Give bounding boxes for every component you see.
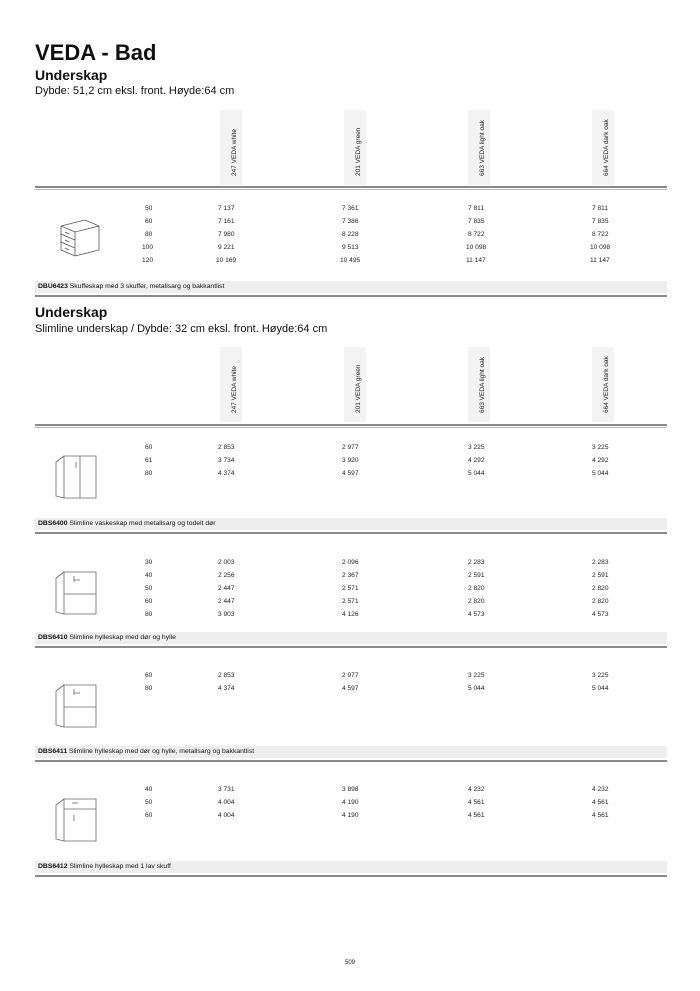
column-header-dark-oak: 664 VEDA dark oak [592, 347, 614, 422]
product-description: Slimline vaskeskap med metallsarg og todelt dør [69, 520, 216, 527]
product-code: DBS6410 [38, 634, 68, 641]
section-rule [35, 760, 667, 762]
column-header-white: 247 VEDA white [220, 110, 242, 185]
table-row: 120 10 169 10 495 11 147 11 147 [142, 257, 610, 264]
page-number: 509 [344, 960, 355, 966]
column-header-dark-oak: 664 VEDA dark oak [592, 110, 614, 185]
table-row: 80 7 980 8 228 8 722 8 722 [145, 231, 609, 238]
table-row: 50 4 004 4 190 4 561 4 561 [145, 799, 609, 806]
product-bar [35, 518, 667, 530]
product-code: DBU6423 [38, 283, 68, 290]
table-row: 50 2 447 2 571 2 820 2 820 [145, 585, 609, 592]
table-row: 100 9 221 9 513 10 098 10 098 [142, 244, 611, 251]
table-row: 60 7 161 7 386 7 835 7 835 [145, 218, 609, 225]
product-bar [35, 746, 667, 758]
column-header-white: 247 VEDA white [220, 347, 242, 422]
product-code: DBS6411 [38, 748, 68, 755]
column-header-green: 201 VEDA green [344, 347, 366, 422]
header-rule-thin [35, 189, 667, 190]
section-rule [35, 295, 667, 297]
table-row: 61 3 734 3 920 4 292 4 292 [145, 457, 609, 464]
table-row: 80 4 374 4 597 5 044 5 044 [145, 470, 609, 477]
product-code: DBS6400 [38, 520, 68, 527]
product-description: Slimline hylleskap med dør og hylle, metallsarg og bakkantlist [69, 748, 255, 755]
table-row: 60 2 447 2 571 2 820 2 820 [145, 598, 609, 605]
section-subheading: Slimline underskap / Dybde: 32 cm eksl. front. Høyde:64 cm [35, 323, 328, 335]
table-row: 80 3 903 4 126 4 573 4 573 [145, 611, 609, 618]
section-rule [35, 532, 667, 534]
table-row: 80 4 374 4 597 5 044 5 044 [145, 685, 609, 692]
table-row: 60 2 853 2 977 3 225 3 225 [145, 444, 609, 451]
product-description: Slimline hylleskap med 1 lav skuff [69, 863, 171, 870]
section-heading: Underskap [35, 67, 108, 83]
page-title: VEDA - Bad [35, 40, 157, 65]
table-row: 60 4 004 4 190 4 561 4 561 [145, 812, 609, 819]
header-rule [35, 424, 667, 426]
table-row: 60 2 853 2 977 3 225 3 225 [145, 672, 609, 679]
product-description: Skuffeskap med 3 skuffer, metallsarg og bakkantlist [69, 283, 225, 290]
header-rule [35, 186, 667, 188]
column-header-light-oak: 663 VEDA light oak [468, 347, 490, 422]
column-header-green: 201 VEDA green [344, 110, 366, 185]
section-heading: Underskap [35, 304, 108, 320]
section-rule [35, 875, 667, 877]
header-rule-thin [35, 427, 667, 428]
table-row: 50 7 137 7 361 7 811 7 811 [145, 205, 609, 212]
column-header-light-oak: 663 VEDA light oak [468, 110, 490, 185]
table-row: 40 3 731 3 898 4 232 4 232 [145, 786, 609, 793]
table-row: 30 2 003 2 096 2 283 2 283 [145, 559, 609, 566]
table-row: 40 2 256 2 367 2 591 2 591 [145, 572, 609, 579]
product-bar [35, 861, 667, 873]
section-subheading: Dybde: 51,2 cm eksl. front. Høyde:64 cm [35, 85, 235, 97]
product-bar [35, 281, 667, 293]
product-bar [35, 632, 667, 644]
product-code: DBS6412 [38, 863, 68, 870]
section-rule [35, 646, 667, 648]
product-description: Slimline hylleskap med dør og hylle [69, 634, 176, 641]
